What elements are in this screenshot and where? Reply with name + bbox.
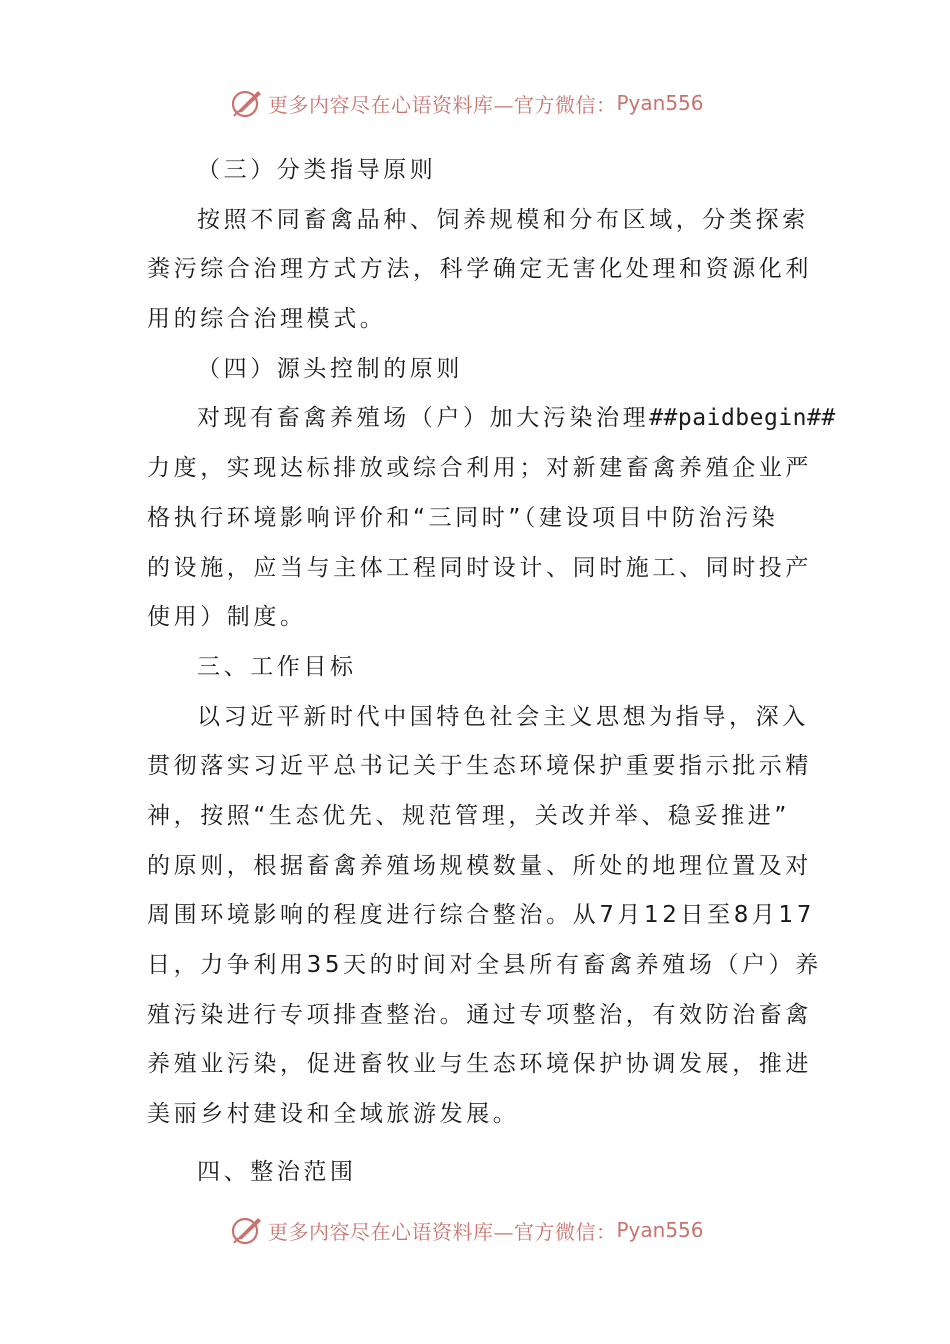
- paragraph-text: 对现有畜禽养殖场（户）加大污染治理: [197, 405, 650, 432]
- banner-wechat-id: Pyan556: [616, 91, 704, 115]
- paragraph-line: 周围环境影响的程度进行综合整治。从7月12日至8月17: [147, 902, 815, 929]
- section-heading: （三）分类指导原则: [197, 157, 437, 183]
- footer-watermark-banner: [228, 1213, 704, 1247]
- paragraph-line: [147, 394, 836, 444]
- paragraph-line: 神，按照“生态优先、规范管理，关改并举、稳妥推进”: [147, 802, 790, 829]
- paragraph-line: 力度，实现达标排放或综合利用；对新建畜禽养殖企业严: [147, 455, 812, 482]
- header-watermark-banner: [228, 86, 704, 120]
- paid-marker: ##paidbegin##: [649, 405, 836, 432]
- paragraph-line: 以习近平新时代中国特色社会主义思想为指导，深入: [197, 703, 809, 730]
- paragraph-line: 用的综合治理模式。: [147, 306, 387, 333]
- paragraph-line: 美丽乡村建设和全域旅游发展。: [147, 1101, 520, 1128]
- paragraph-line: 养殖业污染，促进畜牧业与生态环境保护协调发展，推进: [147, 1051, 812, 1078]
- banner-text: 更多内容尽在心语资料库—官方微信：: [268, 92, 617, 117]
- paragraph-line: 殖污染进行专项排查整治。通过专项整治，有效防治畜禽: [147, 1001, 812, 1028]
- paragraph-line: 贯彻落实习近平总书记关于生态环境保护重要指示批示精: [147, 753, 812, 780]
- paragraph-line: 日，力争利用35天的时间对全县所有畜禽养殖场（户）养: [147, 952, 822, 978]
- banner-wechat-id: Pyan556: [616, 1218, 704, 1242]
- banner-text: 更多内容尽在心语资料库—官方微信：: [268, 1219, 617, 1244]
- section-heading: 四、整治范围: [197, 1158, 357, 1185]
- paragraph-line: 的设施，应当与主体工程同时设计、同时施工、同时投产: [147, 554, 812, 581]
- section-heading: 三、工作目标: [197, 653, 357, 680]
- paragraph-line: 按照不同畜禽品种、饲养规模和分布区域，分类探索: [197, 206, 809, 233]
- quill-logo-icon: [228, 86, 264, 120]
- quill-logo-icon: [228, 1213, 264, 1247]
- paragraph-line: 格执行环境影响评价和“三同时”（建设项目中防治污染: [147, 504, 779, 531]
- paragraph-line: 使用）制度。: [147, 604, 307, 631]
- paragraph-line: 粪污综合治理方式方法，科学确定无害化处理和资源化利: [147, 256, 812, 283]
- document-body: [147, 146, 836, 1197]
- paragraph-line: 的原则，根据畜禽养殖场规模数量、所处的地理位置及对: [147, 852, 812, 879]
- section-heading: （四）源头控制的原则: [197, 355, 463, 382]
